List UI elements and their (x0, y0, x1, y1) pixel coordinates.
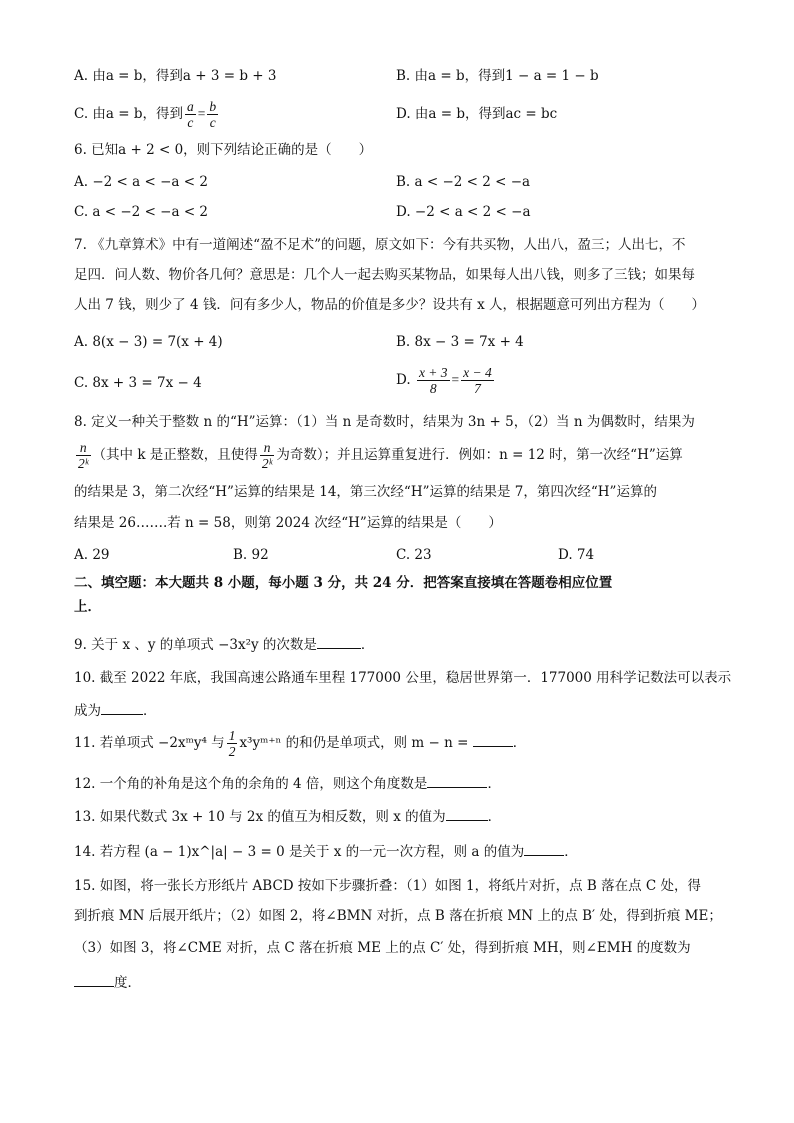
q11 (74, 726, 526, 760)
q5-option-d: D. 由a = b，得到ac = bc (396, 106, 558, 122)
q14-text: 14. 若方程 (a − 1)x^|a| − 3 = 0 是关于 x 的一元一次方程，则 a 的值为 (74, 844, 525, 860)
numerator: x − 4 (463, 365, 492, 380)
numerator: b (209, 99, 217, 114)
q8-option-a: A. 29 (74, 547, 110, 563)
answer-blank (317, 634, 361, 649)
denominator: 7 (474, 381, 481, 396)
q8-stem-line3: 的结果是 3，第二次经“H”运算的结果是 14，第三次经“H”运算的结果是 7，第四次经“H”运算的 (74, 484, 657, 500)
q11-text-prefix: 11. 若单项式 −2xᵐy⁴ 与 (74, 735, 225, 751)
fraction-one-half (227, 728, 238, 759)
fraction-a-over-c (185, 99, 196, 130)
q7-stem-line1: 7. 《九章算术》中有一道阐述“盈不足术”的问题，原文如下：今有共买物，人出八，盈三；人出七，不 (74, 237, 686, 253)
q7-option-b: B. 8x − 3 = 7x + 4 (396, 334, 524, 350)
q6-option-b: B. a < −2 < 2 < −a (396, 174, 531, 190)
q15-line4 (74, 972, 141, 992)
answer-blank (101, 700, 143, 715)
answer-blank (427, 773, 487, 788)
denominator: 2ᵏ (78, 456, 89, 471)
q8-line2-text-a: （其中 k 是正整数，且使得 (92, 447, 258, 463)
section2-heading-line1: 二、填空题：本大题共 8 小题，每小题 3 分，共 24 分．把答案直接填在答题卷相应位置 (74, 575, 613, 591)
q8-stem-line2 (74, 438, 683, 472)
period: ． (360, 637, 375, 653)
q12-text: 12. 一个角的补角是这个角的余角的 4 倍，则这个角度数是 (74, 776, 428, 792)
q8-line2-text-b: 为奇数）；并且运算重复进行．例如：n = 12 时，第一次经“H”运算 (276, 447, 683, 463)
q5-option-c-text: C. 由a = b，得到 (74, 106, 184, 122)
q10-line1: 10. 截至 2022 年底，我国高速公路通车里程 177000 公里，稳居世界第一．177000 用科学记数法可以表示 (74, 670, 732, 686)
fraction-n-over-2k (76, 440, 91, 471)
q6-stem: 6. 已知a + 2 < 0，则下列结论正确的是（ ） (74, 142, 373, 158)
q7-stem-line2: 足四．问人数、物价各几何？意思是：几个人一起去购买某物品，如果每人出八钱，则多了三钱；如果每 (74, 267, 695, 283)
q7-stem-line3: 人出 7 钱，则少了 4 钱．问有多少人，物品的价值是多少？设共有 x 人，根据题意可列出方程为（ ） (74, 297, 706, 313)
answer-blank (74, 972, 114, 987)
q15-line4-text: 度． (114, 975, 141, 991)
q8-option-c: C. 23 (396, 547, 432, 563)
q12 (74, 773, 501, 793)
denominator: c (209, 115, 216, 130)
q7-option-d-label: D. (396, 372, 411, 388)
q9 (74, 634, 374, 654)
q14 (74, 841, 578, 861)
fraction-b-over-c (207, 99, 218, 130)
q6-option-c: C. a < −2 < −a < 2 (74, 204, 209, 220)
q8-option-d: D. 74 (558, 547, 595, 563)
q15-line2: 到折痕 MN 后展开纸片；（2）如图 2，将∠BMN 对折，点 B 落在折痕 MN 上的点 B′ 处，得到折痕 ME； (74, 908, 722, 924)
q10-line2-text: 成为 (74, 703, 101, 719)
numerator: n (76, 440, 91, 456)
q13-text: 13. 如果代数式 3x + 10 与 2x 的值互为相反数，则 x 的值为 (74, 809, 446, 825)
q8-stem-line4: 结果是 26…….若 n = 58，则第 2024 次经“H”运算的结果是（ ） (74, 515, 502, 531)
period: ． (512, 735, 527, 751)
q7-option-a: A. 8(x − 3) = 7(x + 4) (74, 334, 223, 350)
q5-option-a: A. 由a = b，得到a + 3 = b + 3 (74, 68, 277, 84)
section2-heading-line2: 上． (74, 599, 101, 615)
denominator: 2ᵏ (261, 456, 273, 471)
fraction-x-plus-3-over-8 (417, 365, 450, 396)
period: ． (564, 844, 578, 860)
answer-blank (524, 841, 564, 856)
answer-blank (446, 806, 488, 821)
numerator: x + 3 (418, 365, 448, 380)
denominator: 2 (228, 744, 236, 759)
q8-stem-line1: 8. 定义一种关于整数 n 的“H”运算：（1）当 n 是奇数时，结果为 3n + 5，（2）当 n 为偶数时，结果为 (74, 414, 695, 430)
q5-option-b: B. 由a = b，得到1 − a = 1 − b (396, 68, 599, 84)
fraction-n-over-2k-second (260, 440, 275, 471)
q13 (74, 806, 501, 826)
numerator: n (260, 440, 275, 456)
answer-blank (473, 732, 513, 747)
q5-option-c: C. 由a = b，得到 $\frac{a}{c}$ = $\frac{b}{c}$ (74, 99, 217, 130)
period: ． (143, 703, 157, 719)
q6-option-a: A. −2 < a < −a < 2 (74, 174, 208, 190)
q7-option-d: D. $\frac{x + 3}{8}$ = $\frac{x - 4}{7}$ (396, 365, 492, 396)
period: ． (487, 809, 502, 825)
period: ． (487, 776, 501, 792)
denominator: 8 (429, 381, 437, 396)
q6-option-d: D. −2 < a < 2 < −a (396, 204, 531, 220)
fraction-x-minus-4-over-7 (461, 365, 494, 396)
q11-text-suffix: x³yᵐ⁺ⁿ 的和仍是单项式，则 m − n = (239, 735, 469, 751)
q15-line3: （3）如图 3，将∠CME 对折，点 C 落在折痕 ME 上的点 C′ 处，得到折痕 MH，则∠EMH 的度数为 (74, 940, 691, 956)
q9-text: 9. 关于 x 、y 的单项式 −3x²y 的次数是 (74, 637, 317, 653)
q10-line2 (74, 700, 157, 720)
numerator: a (187, 99, 194, 114)
denominator: c (187, 115, 194, 130)
q15-line1: 15. 如图，将一张长方形纸片 ABCD 按如下步骤折叠：（1）如图 1，将纸片对折，点 B 落在点 C 处，得 (74, 878, 702, 894)
q7-option-c: C. 8x + 3 = 7x − 4 (74, 375, 202, 391)
q8-option-b: B. 92 (233, 547, 269, 563)
numerator: 1 (228, 728, 236, 743)
